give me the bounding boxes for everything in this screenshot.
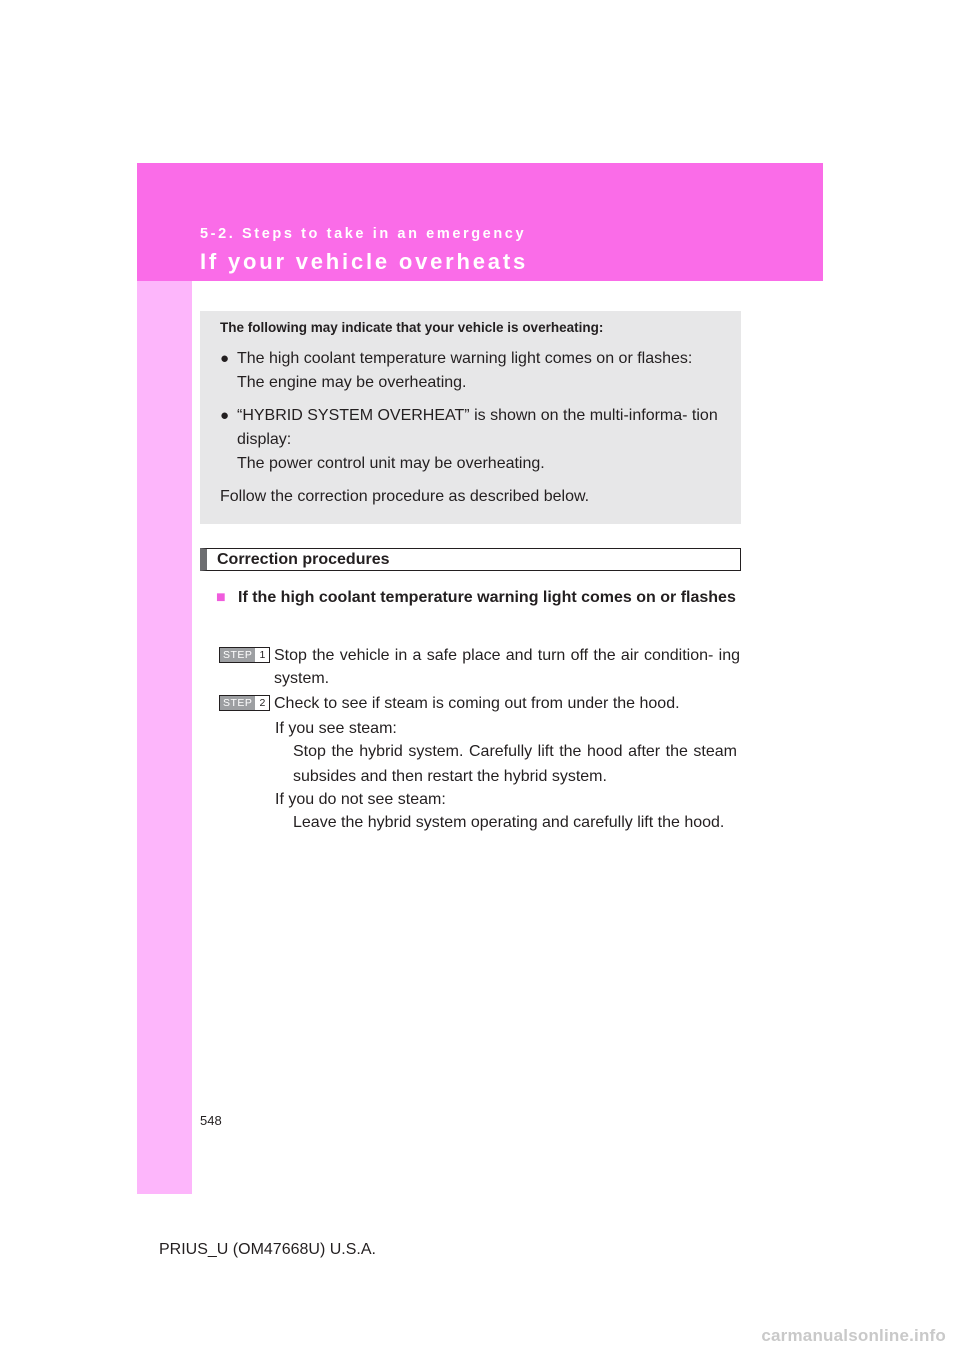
info-bullet bbox=[220, 404, 721, 476]
step-badge-number: 1 bbox=[255, 648, 269, 662]
case-condition: If you do not see steam: bbox=[275, 791, 446, 808]
case-action: Stop the hybrid system. Carefully lift the hood after the steam subsides and then restart the hybrid system. bbox=[293, 743, 737, 785]
info-intro: The following may indicate that your vehicle is overheating: bbox=[220, 320, 604, 335]
bullet-text: The high coolant temperature warning light comes on or flashes: bbox=[237, 350, 693, 367]
sub-heading bbox=[216, 585, 738, 610]
bullet-subtext: The engine may be overheating. bbox=[237, 374, 467, 391]
section-label: 5-2. Steps to take in an emergency bbox=[200, 226, 527, 242]
watermark: carmanualsonline.info bbox=[761, 1326, 946, 1345]
step-1 bbox=[219, 644, 740, 690]
step-text: Check to see if steam is coming out from under the hood. bbox=[274, 695, 680, 712]
info-bullet bbox=[220, 347, 721, 395]
filled-circle-bullet-icon: ● bbox=[220, 407, 230, 424]
section-title-bar: Correction procedures bbox=[200, 548, 741, 571]
bullet-text: “HYBRID SYSTEM OVERHEAT” is shown on the multi-informa- tion display: bbox=[237, 407, 718, 448]
filled-circle-bullet-icon: ● bbox=[220, 350, 230, 367]
step-badge bbox=[219, 647, 270, 663]
case-condition: If you see steam: bbox=[275, 720, 397, 737]
info-box bbox=[200, 311, 741, 524]
step-text: Stop the vehicle in a safe place and turn off the air condition- ing system. bbox=[274, 647, 740, 687]
sub-heading-text: If the high coolant temperature warning light comes on or flashes bbox=[238, 589, 736, 606]
info-footer: Follow the correction procedure as described below. bbox=[220, 488, 590, 505]
case-action: Leave the hybrid system operating and carefully lift the hood. bbox=[293, 814, 725, 831]
step-2 bbox=[219, 692, 740, 715]
side-color-bar bbox=[137, 163, 192, 1194]
page-number: 548 bbox=[200, 1113, 222, 1128]
page-title: If your vehicle overheats bbox=[200, 249, 528, 274]
step-badge bbox=[219, 695, 270, 711]
step-badge-label: STEP bbox=[220, 696, 255, 710]
step-badge-label: STEP bbox=[220, 648, 255, 662]
footer-model-code: PRIUS_U (OM47668U) U.S.A. bbox=[159, 1241, 376, 1258]
step-badge-number: 2 bbox=[255, 696, 269, 710]
pink-square-bullet-icon: ■ bbox=[216, 589, 226, 606]
bullet-subtext: The power control unit may be overheating. bbox=[237, 455, 545, 472]
